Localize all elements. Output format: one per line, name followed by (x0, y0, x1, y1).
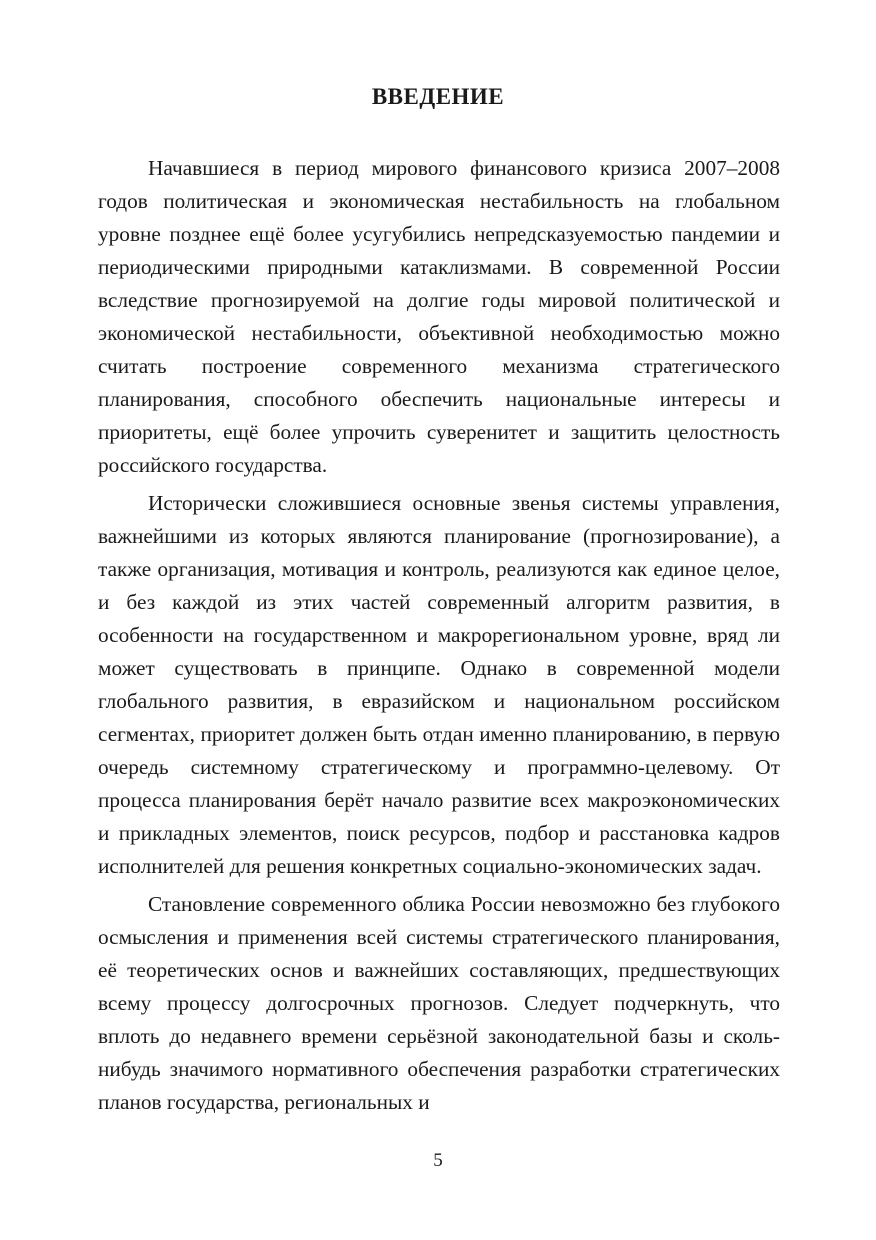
page-number: 5 (433, 1150, 443, 1171)
section-heading: ВВЕДЕНИЕ (371, 84, 505, 109)
paragraph-1: Начавшиеся в период мирового финансового кризиса 2007–2008 годов политическая и экономическая нестабильность на глобальном уровне позднее ещё более усугубились непредсказуемостью пандемии и периодическими природными катаклизмами. В современной России вследствие прогнозируемой на долгие годы мировой политической и экономической нестабильности, объективной необходимостью можно считать построение современного механизма стратегического планирования, способного обеспечить национальные интересы и приоритеты, ещё более упрочить суверенитет и защитить целостность российского государства. (98, 156, 780, 477)
body-text (98, 152, 780, 1124)
paragraph-2: Исторически сложившиеся основные звенья системы управления, важнейшими из которых являются планирование (прогнозирование), а также организация, мотивация и контроль, реализуются как единое целое, и без каждой из этих частей современный алгоритм развития, в особенности на государственном и макрорегиональном уровне, вряд ли может существовать в принципе. Однако в современной модели глобального развития, в евразийском и национальном российском сегментах, приоритет должен быть отдан именно планированию, в первую очередь системному стратегическому и программно-целевому. От процесса планирования берёт начало развитие всех макроэкономических и прикладных элементов, поиск ресурсов, подбор и расстановка кадров исполнителей для решения конкретных социально-экономических задач. (98, 491, 780, 878)
paragraph-3: Становление современного облика России невозможно без глубокого осмысления и применения всей системы стратегического планирования, её теоретических основ и важнейших составляющих, предшествующих всему процессу долгосрочных прогнозов. Следует подчеркнуть, что вплоть до недавнего времени серьёзной законодательной базы и сколь-нибудь значимого нормативного обеспечения разработки стратегических планов государства, региональных и (98, 892, 780, 1114)
